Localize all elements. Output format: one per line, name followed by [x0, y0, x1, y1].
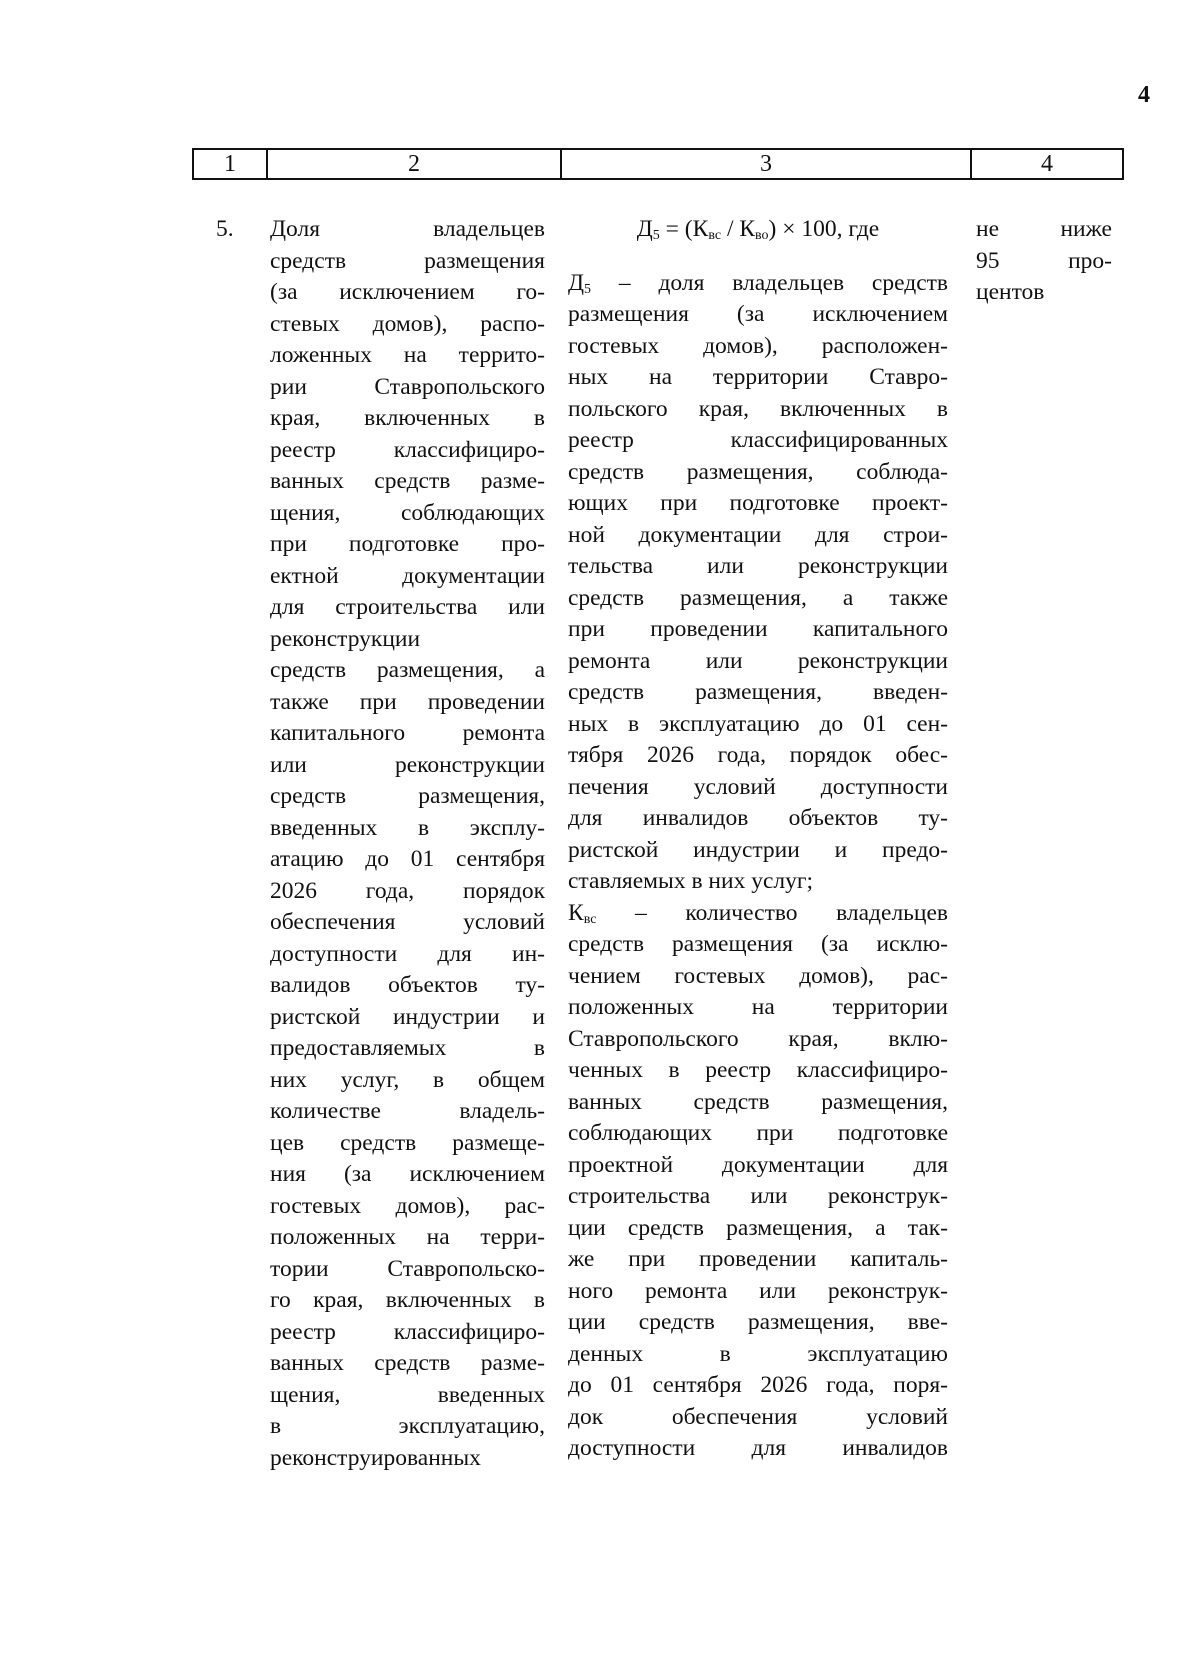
formula — [568, 214, 948, 246]
indicator-name-line: 2026 года, порядок — [270, 877, 545, 904]
definition-d5-first-line — [568, 268, 948, 300]
definition-kvs-line: ванных средств размещения, — [568, 1088, 948, 1115]
formula-num-sub: вс — [708, 228, 722, 243]
target-value-line: центов — [976, 279, 1045, 305]
formula-eq-open: = (К — [659, 216, 709, 242]
indicator-name-line: в эксплуатацию, — [270, 1413, 545, 1439]
definition-d5-line: ставляемых в них услуг; — [568, 868, 814, 894]
indicator-name-line: щения, введенных — [270, 1381, 545, 1408]
definition-kvs-line: ции средств размещения, вве- — [568, 1309, 948, 1335]
definition-kvs-line: ного ремонта или реконструк- — [568, 1277, 948, 1304]
indicator-name-line: предоставляемых в — [270, 1035, 545, 1061]
table-header — [192, 148, 1124, 180]
indicator-name-line: положенных на терри- — [270, 1224, 545, 1250]
definition-kvs-line: док обеспечения условий — [568, 1403, 948, 1430]
indicator-name-line: реконструированных — [270, 1444, 481, 1471]
definition-kvs-line: положенных на территории — [568, 994, 948, 1020]
definition-kvs-line: ции средств размещения, а так- — [568, 1214, 948, 1241]
definition-kvs-line: же при проведении капиталь- — [568, 1246, 948, 1272]
indicator-name-line: тории Ставропольско- — [270, 1255, 545, 1282]
kvs-symbol: К — [568, 899, 584, 926]
indicator-name-line: реестр классифициро- — [270, 1318, 545, 1345]
formula-lhs-sub: 5 — [652, 228, 660, 243]
formula-lhs: Д — [636, 216, 653, 242]
definition-kvs-line: ченных в реестр классифициро- — [568, 1057, 948, 1083]
header-col-4: 4 — [1041, 150, 1053, 177]
definition-d5-line: размещения (за исключением — [568, 301, 948, 327]
definition-kvs — [568, 929, 948, 1465]
indicator-name-line: реестр классифициро- — [270, 436, 545, 463]
indicator-name-line: Доля владельцев — [270, 216, 545, 242]
header-col-3: 3 — [562, 150, 972, 178]
definition-d5-line: ной документации для строи- — [568, 521, 948, 548]
definition-kvs-line: Ставропольского края, вклю- — [568, 1025, 948, 1052]
indicator-name-line: цев средств размеще- — [270, 1129, 545, 1156]
definition-d5-line: реестр классифицированных — [568, 427, 948, 453]
indicator-name-line: ектной документации — [270, 562, 545, 589]
indicator-name-line: ристской индустрии и — [270, 1003, 545, 1030]
indicator-name-line: средств размещения, — [270, 783, 545, 809]
definition-d5-line: ных в эксплуатацию до 01 сен- — [568, 710, 948, 737]
definition-d5-line: средств размещения, соблюда- — [568, 458, 948, 485]
indicator-name-line: средств размещения — [270, 247, 545, 274]
target-value-line: не ниже — [976, 216, 1112, 242]
indicator-name-line: ванных средств разме- — [270, 1350, 545, 1376]
indicator-name-line: края, включенных в — [270, 405, 545, 431]
indicator-name-line: средств размещения, а — [270, 657, 545, 683]
indicator-name-line: введенных в эксплу- — [270, 814, 545, 841]
indicator-name-line: них услуг, в общем — [270, 1066, 545, 1093]
indicator-name-line: доступности для ин- — [270, 940, 545, 967]
definition-d5-line: средств размещения, а также — [568, 584, 948, 611]
target-value — [976, 214, 1112, 309]
formula-slash: / К — [721, 216, 756, 242]
kvs-sub: вс — [583, 911, 597, 927]
definition-kvs-line: доступности для инвалидов — [568, 1435, 948, 1461]
definition-d5-line: ющих при подготовке проект- — [568, 490, 948, 516]
definition-kvs-line: проектной документации для — [568, 1151, 948, 1178]
d5-sub: 5 — [584, 281, 592, 297]
definition-d5-line: тября 2026 года, порядок обес- — [568, 742, 948, 768]
indicator-name-line: (за исключением го- — [270, 279, 545, 305]
definition-d5-line: печения условий доступности — [568, 773, 948, 800]
definition-kvs-line: строительства или реконструк- — [568, 1183, 948, 1209]
d5-symbol: Д — [568, 269, 585, 296]
target-value-line: 95 про- — [976, 247, 1112, 274]
indicator-name-line: обеспечения условий — [270, 909, 545, 935]
kvs-first-rest: – количество владельцев — [596, 899, 948, 926]
indicator-name-line: для строительства или — [270, 594, 545, 620]
indicator-name-line: валидов объектов ту- — [270, 972, 545, 998]
definition-d5-line: средств размещения, введен- — [568, 679, 948, 705]
definition-d5-line: ристской индустрии и предо- — [568, 836, 948, 863]
formula-tail: ) × 100, где — [768, 216, 880, 242]
definition-kvs-line: до 01 сентября 2026 года, поря- — [568, 1372, 948, 1398]
formula-column — [568, 214, 948, 1465]
indicator-name-line: го края, включенных в — [270, 1287, 545, 1313]
indicator-name-line: ванных средств разме- — [270, 468, 545, 494]
definition-d5-line: ремонта или реконструкции — [568, 647, 948, 674]
definition-d5-line: польского края, включенных в — [568, 395, 948, 422]
definition-kvs-line: соблюдающих при подготовке — [568, 1120, 948, 1146]
definition-d5-line: тельства или реконструкции — [568, 553, 948, 579]
indicator-name — [270, 214, 545, 1474]
formula-den-sub: во — [755, 228, 769, 243]
d5-first-rest: – доля владельцев средств — [591, 269, 948, 296]
indicator-name-line: реконструкции — [270, 625, 421, 652]
indicator-name-line: рии Ставропольского — [270, 373, 545, 400]
definition-d5-line: гостевых домов), расположен- — [568, 332, 948, 359]
header-col-1: 1 — [194, 150, 268, 178]
indicator-name-line: стевых домов), распо- — [270, 310, 545, 337]
indicator-name-line: при подготовке про- — [270, 531, 545, 557]
definition-d5 — [568, 299, 948, 898]
definition-d5-line: при проведении капитального — [568, 616, 948, 642]
definition-kvs-line: денных в эксплуатацию — [568, 1340, 948, 1367]
indicator-name-line: щения, соблюдающих — [270, 499, 545, 526]
definition-kvs-line: чением гостевых домов), рас- — [568, 962, 948, 989]
definition-d5-line: ных на территории Ставро- — [568, 364, 948, 390]
indicator-name-line: также при проведении — [270, 688, 545, 715]
indicator-name-line: ния (за исключением — [270, 1161, 545, 1187]
definition-kvs-line: средств размещения (за исклю- — [568, 931, 948, 957]
indicator-name-line: ложенных на террито- — [270, 342, 545, 368]
indicator-name-line: атацию до 01 сентября — [270, 846, 545, 872]
page-number: 4 — [1138, 82, 1150, 108]
header-col-2: 2 — [268, 150, 562, 178]
indicator-name-line: количестве владель- — [270, 1098, 545, 1124]
row-number: 5. — [216, 216, 234, 242]
definition-d5-line: для инвалидов объектов ту- — [568, 805, 948, 831]
definition-kvs-first-line — [568, 898, 948, 930]
indicator-name-line: или реконструкции — [270, 751, 545, 778]
indicator-name-line: капитального ремонта — [270, 720, 545, 746]
indicator-name-line: гостевых домов), рас- — [270, 1192, 545, 1219]
